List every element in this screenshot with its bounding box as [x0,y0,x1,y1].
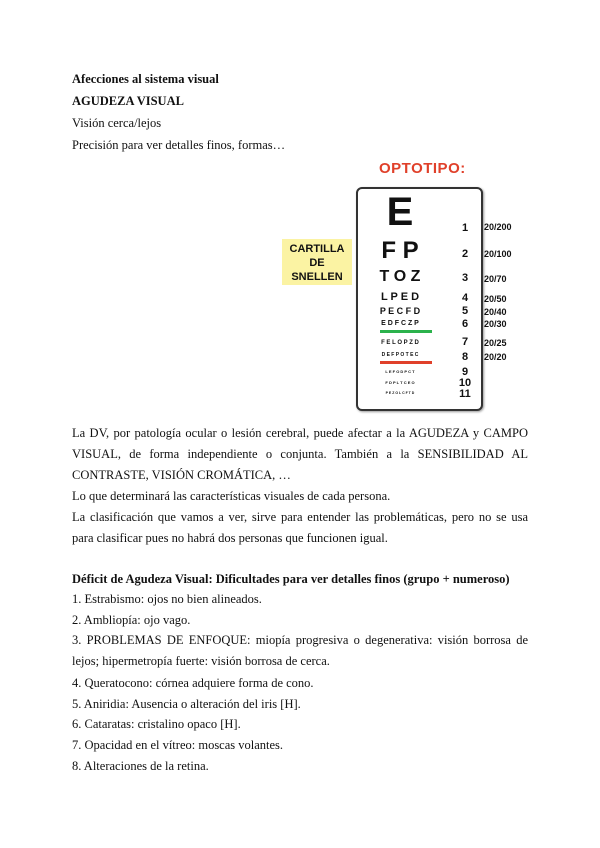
acuity-value: 20/70 [484,274,507,284]
acuity-value: 20/40 [484,307,507,317]
chart-row-letters: T O Z [379,268,421,285]
paragraph-3: La clasificación que vamos a ver, sirve para entender las problemáticas, pero no se usa para clasificar pues no habrá dos personas que funcionen igual. [72,510,528,545]
row-number: 2 [461,248,469,260]
chart-row-letters: P E Z O L C F T D [385,391,415,395]
list-item: 8. Alteraciones de la retina. [72,759,209,773]
list-item: 2. Ambliopía: ojo vago. [72,613,191,627]
chart-row-letters: E [386,190,414,234]
paragraph-2: Lo que determinará las características visuales de cada persona. [72,489,391,503]
list-item: 5. Aniridia: Ausencia o alteración del iris [H]. [72,697,301,711]
acuity-value: 20/100 [484,249,512,259]
chart-row-letters: F D P L T C E O [385,380,415,385]
list-item: 1. Estrabismo: ojos no bien alineados. [72,592,262,606]
row-number: 9 [461,366,469,378]
chart-row-letters: D E F P O T E C [381,352,419,358]
chart-row-letters: E D F C Z P [381,320,419,327]
deficit-title: Déficit de Agudeza Visual: Dificultades para ver detalles finos (grupo + numeroso) [72,572,510,586]
chart-row-letters: P E C F D [379,306,421,316]
acuity-value: 20/30 [484,319,507,329]
cartilla-label-line: CARTILLA [289,243,345,255]
intro-line-2: Precisión para ver detalles finos, formas… [72,138,286,152]
cartilla-label-line: DE [309,257,325,269]
row-number: 10 [458,377,472,389]
row-number: 5 [461,305,469,317]
acuity-value: 20/20 [484,352,507,362]
acuity-value: 20/50 [484,294,507,304]
row-number: 1 [461,222,469,234]
optotipo-title: OPTOTIPO: [379,160,466,177]
row-number: 3 [461,272,469,284]
intro-line-1: Visión cerca/lejos [72,116,162,130]
green-line [380,330,432,333]
chart-row-letters: F P [381,237,419,264]
row-number: 7 [461,336,469,348]
list-item: 3. PROBLEMAS DE ENFOQUE: miopía progresiva o degenerativa: visión borrosa de lejos; hipermetropía fuerte: visión borrosa de cerca. [72,633,528,668]
cartilla-label-line: SNELLEN [291,271,343,283]
list-item: 4. Queratocono: córnea adquiere forma de cono. [72,676,314,690]
cartilla-label [282,239,352,285]
subsection-heading: AGUDEZA VISUAL [72,94,184,108]
list-item: 7. Opacidad en el vítreo: moscas volantes. [72,738,284,752]
row-number: 8 [461,351,469,363]
section-heading: Afecciones al sistema visual [72,72,219,86]
red-line [380,361,432,364]
chart-row-letters: L E F O D P C T [385,369,415,374]
acuity-value: 20/25 [484,338,507,348]
chart-row-letters: F E L O P Z D [381,340,419,346]
chart-row-letters: L P E D [380,291,420,303]
acuity-value: 20/200 [484,222,512,232]
row-number: 6 [461,318,469,330]
row-number: 4 [461,292,469,304]
row-number: 11 [459,388,471,400]
paragraph-1: La DV, por patología ocular o lesión cerebral, puede afectar a la AGUDEZA y CAMPO VISUAL, de forma independiente o conjunta. También a la SENSIBILIDAD AL CONTRASTE, VISIÓN CROMÁTICA, … [72,426,528,482]
list-item: 6. Cataratas: cristalino opaco [H]. [72,717,241,731]
